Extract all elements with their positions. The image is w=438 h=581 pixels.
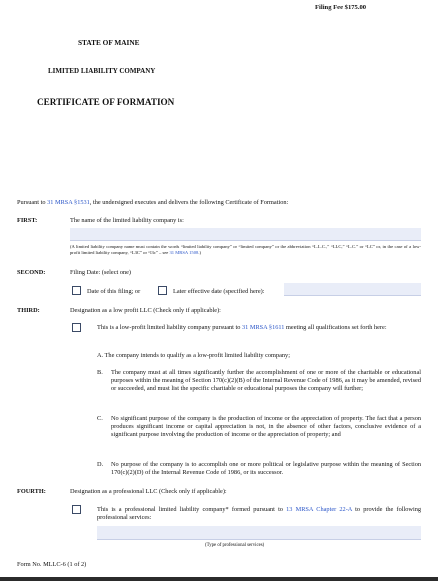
- first-text: The name of the limited liability company is:: [70, 217, 184, 224]
- page-bottom-bar: [0, 577, 438, 581]
- first-label: FIRST:: [17, 217, 38, 224]
- statute-link-1611[interactable]: 31 MRSA §1611: [241, 324, 285, 331]
- document-title: CERTIFICATE OF FORMATION: [37, 97, 175, 107]
- low-profit-item-a: A. The company intends to qualify as a low-profit limited liability company;: [97, 352, 290, 359]
- low-profit-statement: This is a low-profit limited liability company pursuant to 31 MRSA §1611 meeting all qualifications set forth here:: [97, 324, 387, 331]
- low-profit-item-d-letter: D.: [97, 461, 104, 468]
- low-profit-checkbox[interactable]: [72, 323, 81, 332]
- professional-services-field[interactable]: [97, 526, 421, 540]
- low-profit-item-d: No purpose of the company is to accomplish one or more political or legislative purpose within the meaning of Section 170(c)(2)(D) of the Internal Revenue Code of 1986, or its successor.: [111, 461, 421, 476]
- state-heading: STATE OF MAINE: [78, 38, 140, 47]
- effective-date-field[interactable]: [284, 283, 421, 296]
- professional-llc-statement: This is a professional limited liability company* formed pursuant to 13 MRSA Chapter 22-A to provide the following professional services:: [97, 506, 422, 521]
- third-label: THIRD:: [17, 307, 40, 314]
- filing-fee: Filing Fee $175.00: [315, 4, 367, 11]
- third-text: Designation as a low profit LLC (Check only if applicable):: [70, 307, 221, 314]
- later-date-checkbox[interactable]: [158, 286, 167, 295]
- low-profit-item-c: No significant purpose of the company is the production of income or the appreciation of property. The fact that a person produces significant income or capital appreciation is not, in the absence of other factors, conclusive evidence of a significant purpose involving the production of income or the appreciation of property; and: [111, 415, 421, 438]
- date-of-filing-checkbox[interactable]: [72, 286, 81, 295]
- second-label: SECOND:: [17, 269, 46, 276]
- company-name-field[interactable]: [70, 228, 421, 241]
- intro-line: [17, 199, 288, 207]
- low-profit-item-b: The company must at all times significantly further the accomplishment of one or more of the charitable or educational purposes within the meaning of Section 170(c)(2)(B) of the Internal Revenue Code of 1986, as it may be amended, revised or succeeded, and must list the specific charitable or educational purposes the company will further;: [111, 369, 421, 392]
- form-number: Form No. MLLC-6 (1 of 2): [17, 561, 87, 568]
- low-profit-item-c-letter: C.: [97, 415, 103, 422]
- later-date-label: Later effective date (specified here):: [173, 288, 265, 295]
- fourth-label: FOURTH:: [17, 488, 46, 495]
- second-text: Filing Date: (select one): [70, 269, 132, 276]
- statute-link-1531[interactable]: 31 MRSA §1531: [47, 199, 90, 206]
- company-type-heading: LIMITED LIABILITY COMPANY: [48, 67, 156, 75]
- statute-link-1508[interactable]: 31 MRSA 1508: [169, 250, 199, 256]
- intro-text: Pursuant to: [17, 199, 48, 206]
- fourth-text: Designation as a professional LLC (Check only if applicable):: [70, 488, 227, 495]
- company-name-note: (A limited liability company name must contain the words “limited liability company” or “limited company” or the abbreviation “L.L.C.,” “LLC,” “L.C.” or “LC” or, in the case of a low-profit limited liability company, “L3C” or “l3c” – see 31 MRSA 1508.): [70, 244, 421, 256]
- professional-services-caption: (Type of professional services): [205, 543, 265, 548]
- low-profit-item-b-letter: B.: [97, 369, 103, 376]
- intro-text-end: , the undersigned executes and delivers the following Certificate of Formation:: [89, 199, 289, 206]
- professional-llc-checkbox[interactable]: [72, 505, 81, 514]
- date-of-filing-label: Date of this filing; or: [87, 288, 141, 295]
- statute-link-chapter-22a[interactable]: 13 MRSA Chapter 22-A: [286, 506, 352, 513]
